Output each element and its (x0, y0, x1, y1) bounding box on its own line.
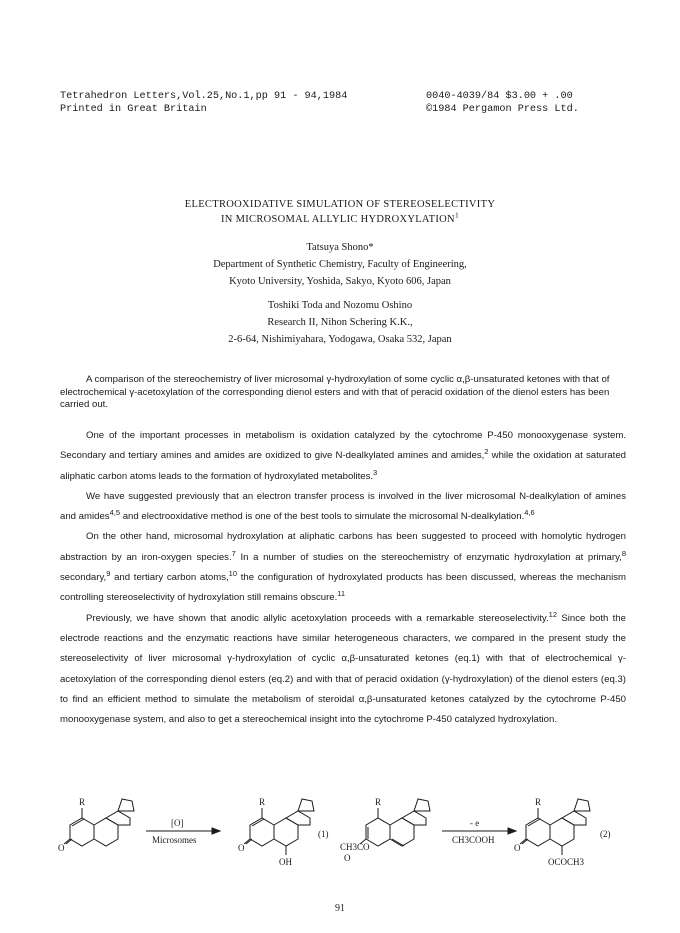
body-text (60, 426, 626, 730)
p4-text-b: Since both the electrode reactions and the enzymatic reactions have similar heterogeneous characters, we compared in the present study the stereoselectivity of liver microsomal γ-hydroxylation of cyclic α,β-unsaturated ketones (eq.1) with that of electrochemical γ-acetoxylation of the corresponding dienol esters (eq.2) and with that of peracid oxidation (γ-hydroxylation) of the dienol esters (eq.3) to find an efficient method to simulate the metabolism of steroidal α,β-unsaturated ketones catalyzed by the cytochrome P-450 monooxygenase system, and also to get a stereochemical insight into the cytochrome P-450 catalyzed hydroxylation. (60, 612, 626, 726)
affiliation-2-line-1: Research II, Nihon Schering K.K., (267, 317, 413, 328)
sub-R-1: R (79, 797, 86, 807)
sub-R-2: R (259, 797, 266, 807)
p3-text-b: In a number of studies on the stereochemistry of enzymatic hydroxylation at primary, (235, 551, 622, 563)
p4-text-a: Previously, we have shown that anodic allylic acetoxylation proceeds with a remarkable stereoselectivity. (86, 612, 549, 624)
paper-title-line-1: ELECTROOXIDATIVE SIMULATION OF STEREOSELECTIVITY (184, 199, 496, 210)
paragraph-3 (60, 527, 626, 608)
sub-O-4: O (514, 843, 521, 853)
citation-ref: 12 (548, 609, 557, 619)
issn-line: 0040-4039/84 $3.00 + .00 (426, 91, 573, 102)
sub-O-2: O (238, 843, 245, 853)
acetoxylated-product-structure (520, 799, 590, 855)
journal-copyright (426, 90, 579, 116)
paragraph-4 (60, 609, 626, 731)
citation-ref: 4,5 (109, 508, 121, 517)
p3-text-d: and tertiary carbon atoms, (110, 572, 229, 584)
sub-CH3CO: CH3CO (340, 842, 370, 852)
sub-OH: OH (279, 857, 292, 867)
paper-title-text: IN MICROSOMAL ALLYLIC HYDROXYLATION (221, 214, 455, 225)
dienol-ester-structure (360, 799, 430, 846)
p3-text-a: On the other hand, microsomal hydroxylation at aliphatic carbons has been suggested to proceed with homolytic hydrogen abstraction by an iron-oxygen species. (60, 531, 626, 563)
affiliation-1-line-1: Department of Synthetic Chemistry, Faculty of Engineering, (213, 259, 467, 270)
reaction-scheme-drawing (60, 795, 626, 895)
sub-R-4: R (535, 797, 542, 807)
author-2: Toshiki Toda and Nozomu Oshino (267, 300, 413, 311)
page-number: 91 (335, 903, 345, 914)
reagent-2-top: - e (470, 818, 480, 828)
p3-text-c: secondary, (60, 572, 107, 584)
citation-ref: 8 (621, 548, 627, 558)
hydroxylated-product-structure (244, 799, 314, 855)
steroid-enone-structure (64, 799, 134, 846)
abstract (60, 374, 625, 412)
p2-text-a: We have suggested previously that an electron transfer process is involved in the liver microsomal N-dealkylation of amines and amides (60, 490, 626, 523)
journal-citation (60, 90, 347, 116)
sub-OCOCH3: OCOCH3 (548, 857, 585, 867)
citation-ref: 4,6 (524, 508, 535, 517)
reagent-1-top: [O] (171, 818, 184, 828)
equation-1-number: (1) (318, 829, 329, 839)
equation-2-number: (2) (600, 829, 611, 839)
title-ref: 1 (454, 210, 459, 220)
sub-O-1: O (58, 843, 65, 853)
citation-ref: 10 (228, 568, 237, 578)
author-1: Tatsuya Shono* (306, 242, 374, 253)
affiliation-1-line-2: Kyoto University, Yoshida, Sakyo, Kyoto 606, Japan (229, 276, 451, 287)
affiliation-2-line-2: 2-6-64, Nishimiyahara, Yodogawa, Osaka 532, Japan (228, 334, 452, 345)
journal-line-1: Tetrahedron Letters,Vol.25,No.1,pp 91 - 94,1984 (60, 91, 348, 102)
reagent-2-bottom: CH3COOH (452, 835, 495, 845)
citation-ref: 3 (373, 467, 378, 477)
citation-ref: 7 (231, 548, 236, 558)
p2-text-b: and electrooxidative method is one of the best tools to simulate the microsomal N-dealkylation. (120, 511, 525, 523)
citation-ref: 9 (106, 568, 111, 578)
p1-text-b: while the oxidation at saturated aliphatic carbon atoms leads to the formation of hydroxylated metabolites. (60, 450, 626, 482)
reaction-scheme (60, 795, 626, 895)
paragraph-2 (60, 487, 626, 528)
citation-ref: 11 (337, 589, 346, 599)
paragraph-1 (60, 426, 626, 487)
reagent-1-bottom: Microsomes (152, 835, 197, 845)
p3-text-e: the configuration of hydroxylated products has been discussed, whereas the mechanism controlling stereoselectivity of hydroxylation still remains obscure. (60, 572, 626, 604)
paper-title-line-2 (0, 210, 680, 227)
p1-text-a: One of the important processes in metabolism is oxidation catalyzed by the cytochrome P-450 monooxygenase system. Secondary and tertiary amines and amides are oxidized to give N-dealkylated amines and amides, (60, 430, 626, 462)
abstract-text: A comparison of the stereochemistry of liver microsomal γ-hydroxylation of some cyclic α,β-unsaturated ketones with that of electrochemical γ-acetoxylation of the corresponding dienol esters and with that of peracid oxidation of the dienol esters has been carried out. (60, 374, 610, 411)
journal-line-2: Printed in Great Britain (60, 104, 207, 115)
citation-ref: 2 (484, 447, 489, 457)
sub-R-3: R (375, 797, 382, 807)
copyright-line: ©1984 Pergamon Press Ltd. (426, 104, 579, 115)
sub-O-3: O (344, 853, 351, 863)
